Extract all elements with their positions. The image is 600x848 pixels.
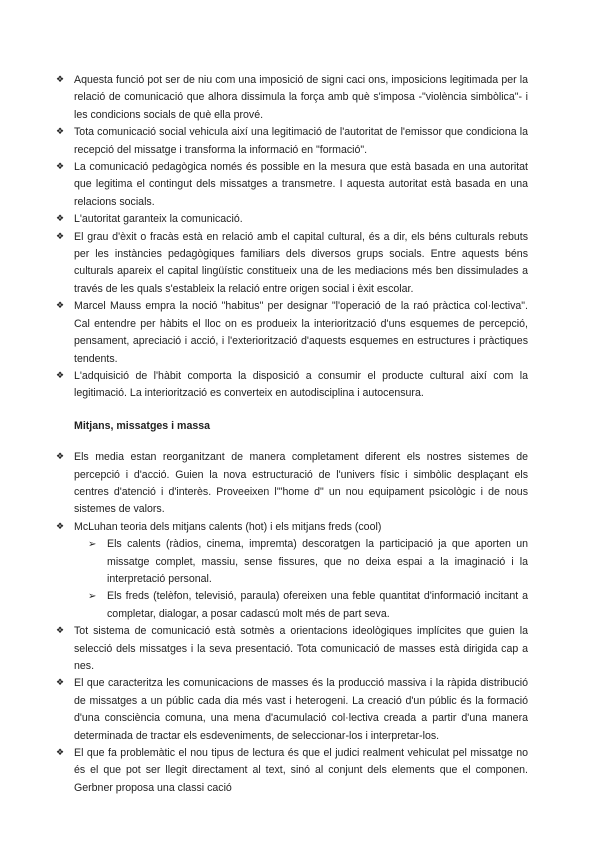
list-item (56, 675, 528, 745)
list-item-text: L'adquisició de l'hàbit comporta la disposició a consumir el producte cultural així com la legitimació. La interiorització es converteix en autodisciplina i autocensura. (74, 369, 528, 400)
section-heading: Mitjans, missatges i massa (74, 419, 211, 432)
list-item (56, 368, 528, 403)
sub-list (56, 536, 528, 623)
list-item (56, 124, 528, 159)
list-item-text: El grau d'èxit o fracàs està en relació amb el capital cultural, és a dir, els béns culturals rebuts per les instàncies pedagògiques familiars dels diversos grups socials. Entre aquests béns culturals apareix el capital lingüístic constitueix una de les mediacions més ben dissimulades a través de les quals s'estableix la relació entre origen social i èxit escolar. (74, 230, 528, 295)
sub-list-item (56, 588, 528, 623)
list-item (56, 745, 528, 797)
document-content (56, 72, 528, 797)
sub-list-item-text: Els freds (telèfon, televisió, paraula) ofereixen una feble quantitat d'informació incitant a completar, dialogar, a posar cadascú molt més de part seva. (107, 590, 528, 620)
list-item-text: L'autoritat garanteix la comunicació. (74, 213, 243, 226)
list-item (56, 72, 528, 124)
diamond-bullet-icon: ❖ (56, 626, 65, 637)
list-item (56, 159, 528, 211)
list-item (56, 449, 528, 519)
diamond-bullet-icon: ❖ (56, 231, 65, 242)
list-item-text: Tot sistema de comunicació està sotmès a orientacions ideològiques implícites que guien la selecció dels missatges i la seva presentació. Tota comunicació de masses està dirigida cap a nes. (74, 625, 528, 672)
diamond-bullet-icon: ❖ (56, 162, 65, 173)
arrow-bullet-icon: ➢ (88, 591, 97, 603)
list-item-text: La comunicació pedagògica només és possible en la mesura que està basada en una autoritat que legitima el contingut dels missatges a transmetre. I aquesta autoritat està basada en una relacions socials. (74, 161, 528, 208)
list-item-text: Tota comunicació social vehicula així una legitimació de l'autoritat de l'emissor que condiciona la recepció del missatge i transforma la informació en "formació". (74, 126, 528, 156)
list-item-text: Aquesta funció pot ser de niu com una imposició de signi caci ons, imposicions legitimada per la relació de comunicació que alhora dissimula la força amb què s'imposa -"violència simbòlica"- i les condicions socials de què ella prové. (74, 74, 528, 121)
diamond-bullet-icon: ❖ (56, 370, 65, 381)
list-item (56, 519, 528, 536)
list-item (56, 298, 528, 368)
diamond-bullet-icon: ❖ (56, 452, 65, 463)
bullet-list-1 (56, 72, 528, 403)
diamond-bullet-icon: ❖ (56, 75, 65, 85)
diamond-bullet-icon: ❖ (56, 521, 65, 532)
list-item (56, 211, 528, 228)
diamond-bullet-icon: ❖ (56, 214, 65, 225)
list-item-text: El que fa problemàtic el nou tipus de lectura és que el judici realment vehiculat pel missatge no és el que pot ser llegit directament al text, sinó al conjunt dels elements que el componen. Gerbner proposa una classi cació (74, 747, 528, 794)
sub-list-item (56, 536, 528, 588)
bullet-list-3 (56, 623, 528, 797)
diamond-bullet-icon: ❖ (56, 748, 65, 759)
list-item-text: El que caracteritza les comunicacions de masses és la producció massiva i la ràpida distribució de missatges a un públic cada dia més vast i heterogeni. La creació d'un públic és la formació d'una consciència comuna, una mena d'acumulació col·lectiva creada a partir d'una manera determinada de tractar els esdeveniments, de seleccionar-los i interpretar-los. (74, 677, 528, 742)
list-item-text: Marcel Mauss empra la noció "habitus" per designar "l'operació de la raó pràctica col·lectiva". Cal entendre per hàbits el lloc on es produeix la interiorització d'uns esquemes de percepció, pensament, apreciació i acció, i l'exteriorització d'aquests esquemes en estructures i pràctiques tendents. (74, 300, 528, 365)
diamond-bullet-icon: ❖ (56, 678, 65, 689)
sub-list-item-text: Els calents (ràdios, cinema, impremta) descoratgen la participació ja que aporten un missatge complet, massiu, sense fissures, que no deixa espai a la imaginació i la interpretació personal. (107, 538, 528, 585)
arrow-bullet-icon: ➢ (88, 539, 97, 551)
list-item-text: McLuhan teoria dels mitjans calents (hot) i els mitjans freds (cool) (74, 520, 382, 533)
list-item (56, 229, 528, 299)
bullet-list-2 (56, 449, 528, 536)
diamond-bullet-icon: ❖ (56, 127, 65, 138)
list-item (56, 623, 528, 675)
diamond-bullet-icon: ❖ (56, 301, 65, 312)
list-item-text: Els media estan reorganitzant de manera completament diferent els nostres sistemes de percepció i d'acció. Guien la nova estructuració de l'univers físic i simbòlic desplaçant els centres d'atenció i d'interès. Proveeixen l'"home d" un nou equipament psicològic i de nous sistemes de valors. (74, 451, 528, 516)
